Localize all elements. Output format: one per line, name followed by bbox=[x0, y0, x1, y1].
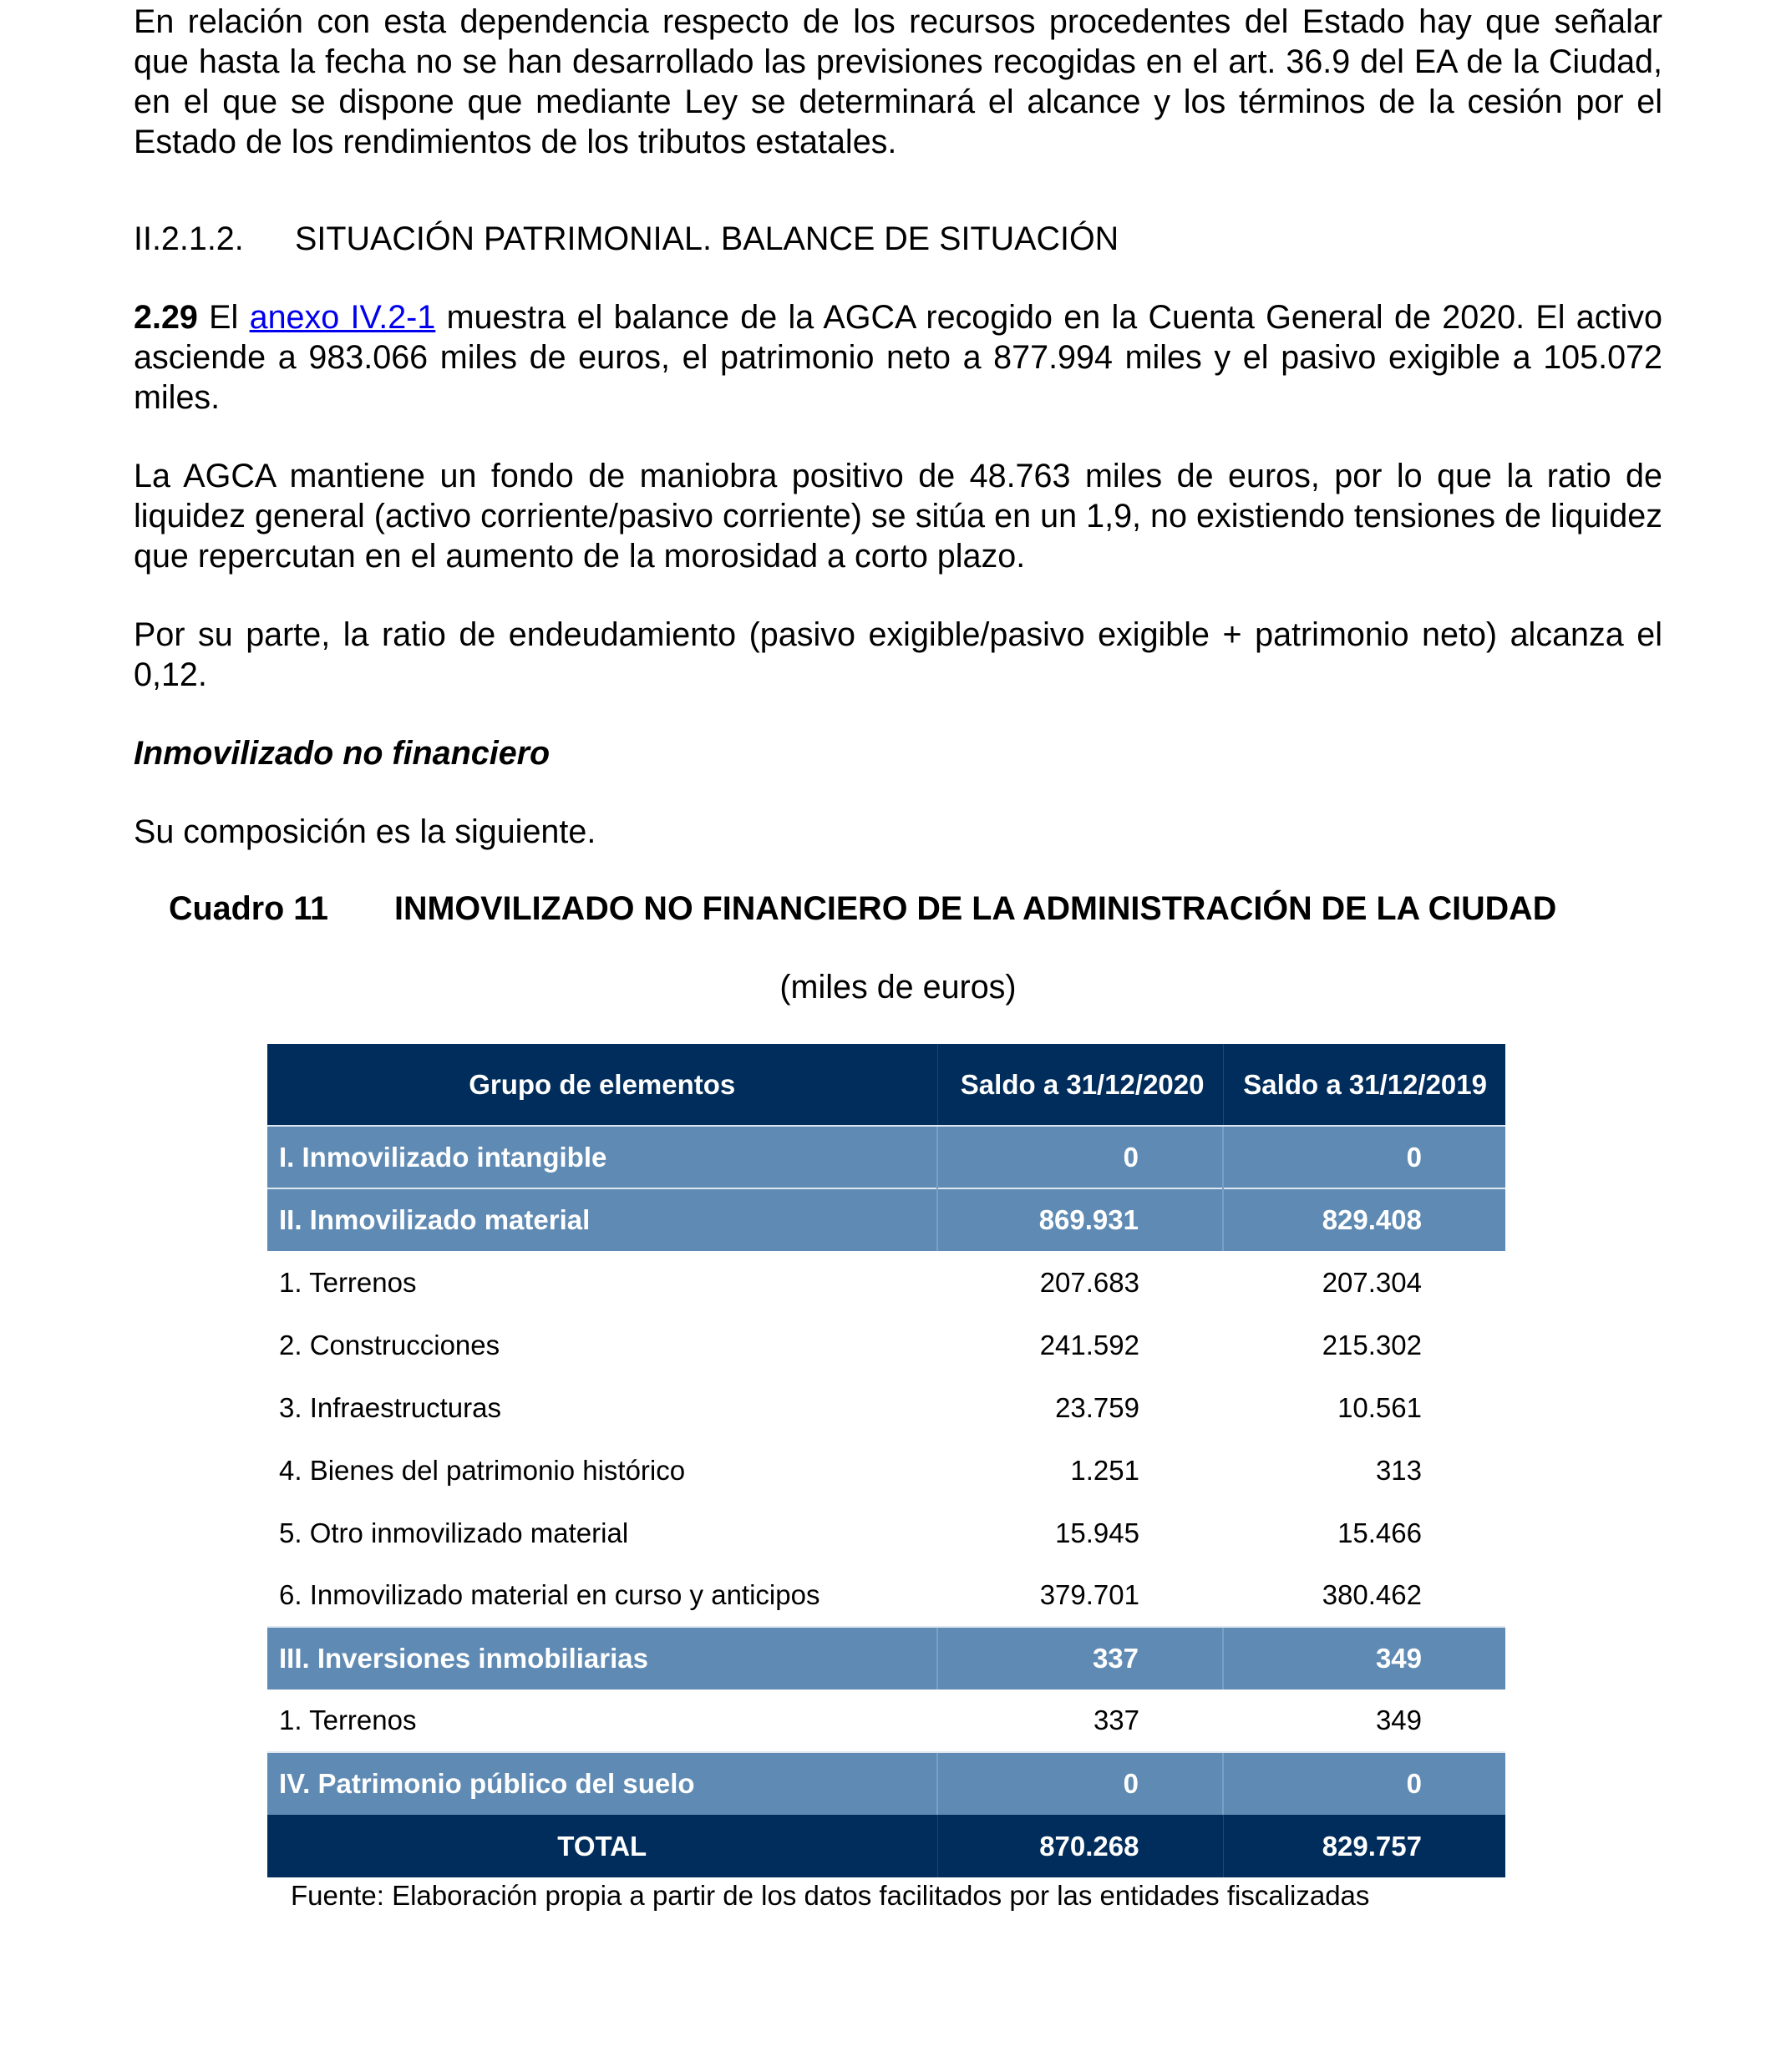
value-2019: 215.302 bbox=[1223, 1314, 1505, 1376]
row-label: III. Inversiones inmobiliarias bbox=[267, 1627, 937, 1690]
value-2020: 23.759 bbox=[937, 1376, 1223, 1439]
table-row bbox=[267, 1314, 1505, 1376]
table-row bbox=[267, 1502, 1505, 1564]
table-total-row bbox=[267, 1815, 1505, 1877]
fixed-assets-table bbox=[267, 1044, 1505, 1877]
subheading: Inmovilizado no financiero bbox=[134, 735, 551, 772]
table-row bbox=[267, 1690, 1505, 1752]
value-2019: 0 bbox=[1223, 1126, 1505, 1188]
value-2020: 207.683 bbox=[937, 1251, 1223, 1314]
paragraph-composition: Su composición es la siguiente. bbox=[134, 813, 596, 850]
value-2020: 241.592 bbox=[937, 1314, 1223, 1376]
row-label: 2. Construcciones bbox=[267, 1314, 937, 1376]
value-2019: 349 bbox=[1223, 1690, 1505, 1752]
paragraph-state-resources: En relación con esta dependencia respecto de los recursos procedentes del Estado hay que señalar que hasta la fecha no se han desarrollado las previsiones recogidas en el art. 36.9 del EA de la Ciudad, en el que se dispone que mediante Ley se determinará el alcance y los términos de la cesión por el Estado de los rendimientos de los tributos estatales. bbox=[134, 3, 1662, 160]
table-header-row bbox=[267, 1044, 1505, 1126]
column-header-2020: Saldo a 31/12/2020 bbox=[937, 1044, 1223, 1126]
table-row bbox=[267, 1752, 1505, 1815]
table-caption bbox=[169, 889, 1556, 929]
value-2019: 15.466 bbox=[1223, 1502, 1505, 1564]
column-header-group: Grupo de elementos bbox=[267, 1044, 937, 1126]
value-2019: 349 bbox=[1223, 1627, 1505, 1690]
value-2020: 337 bbox=[937, 1690, 1223, 1752]
table-number: Cuadro 11 bbox=[169, 890, 328, 927]
table-source-note: Fuente: Elaboración propia a partir de los datos facilitados por las entidades fiscalizadas bbox=[291, 1880, 1370, 1911]
row-label: 1. Terrenos bbox=[267, 1251, 937, 1314]
total-2020: 870.268 bbox=[937, 1815, 1223, 1877]
value-2019: 380.462 bbox=[1223, 1564, 1505, 1627]
table-row bbox=[267, 1627, 1505, 1690]
paragraph-debt-ratio: Por su parte, la ratio de endeudamiento (pasivo exigible/pasivo exigible + patrimonio neto) alcanza el 0,12. bbox=[134, 616, 1662, 693]
row-label: 3. Infraestructuras bbox=[267, 1376, 937, 1439]
row-label: 5. Otro inmovilizado material bbox=[267, 1502, 937, 1564]
section-heading bbox=[134, 219, 1119, 259]
table-title: INMOVILIZADO NO FINANCIERO DE LA ADMINISTRACIÓN DE LA CIUDAD bbox=[394, 890, 1557, 927]
table-units: (miles de euros) bbox=[779, 969, 1017, 1006]
value-2019: 0 bbox=[1223, 1752, 1505, 1815]
table-row bbox=[267, 1439, 1505, 1502]
row-label: 6. Inmovilizado material en curso y anticipos bbox=[267, 1564, 937, 1627]
table-row bbox=[267, 1376, 1505, 1439]
value-2019: 313 bbox=[1223, 1439, 1505, 1502]
table-row bbox=[267, 1126, 1505, 1188]
annex-link[interactable]: anexo IV.2-1 bbox=[249, 299, 436, 336]
value-2019: 10.561 bbox=[1223, 1376, 1505, 1439]
value-2020: 379.701 bbox=[937, 1564, 1223, 1627]
value-2019: 829.408 bbox=[1223, 1188, 1505, 1251]
table-row bbox=[267, 1251, 1505, 1314]
value-2019: 207.304 bbox=[1223, 1251, 1505, 1314]
table-row bbox=[267, 1188, 1505, 1251]
row-label: IV. Patrimonio público del suelo bbox=[267, 1752, 937, 1815]
row-label: II. Inmovilizado material bbox=[267, 1188, 937, 1251]
value-2020: 15.945 bbox=[937, 1502, 1223, 1564]
value-2020: 869.931 bbox=[937, 1188, 1223, 1251]
value-2020: 0 bbox=[937, 1126, 1223, 1188]
paragraph-working-capital: La AGCA mantiene un fondo de maniobra positivo de 48.763 miles de euros, por lo que la ratio de liquidez general (activo corriente/pasivo corriente) se sitúa en un 1,9, no existiendo tensiones de liquidez que repercutan en el aumento de la morosidad a corto plazo. bbox=[134, 458, 1662, 575]
value-2020: 0 bbox=[937, 1752, 1223, 1815]
section-title: SITUACIÓN PATRIMONIAL. BALANCE DE SITUACIÓN bbox=[295, 220, 1119, 257]
paragraph-2-29 bbox=[134, 297, 1662, 418]
value-2020: 337 bbox=[937, 1627, 1223, 1690]
total-2019: 829.757 bbox=[1223, 1815, 1505, 1877]
table-row bbox=[267, 1564, 1505, 1627]
row-label: 4. Bienes del patrimonio histórico bbox=[267, 1439, 937, 1502]
value-2020: 1.251 bbox=[937, 1439, 1223, 1502]
paragraph-text: muestra el balance de la AGCA recogido en la Cuenta General de 2020. El activo asciende a 983.066 miles de euros, el patrimonio neto a 877.994 miles y el pasivo exigible a 105.072 miles. bbox=[134, 299, 1662, 416]
row-label: 1. Terrenos bbox=[267, 1690, 937, 1752]
section-number: II.2.1.2. bbox=[134, 220, 244, 257]
column-header-2019: Saldo a 31/12/2019 bbox=[1223, 1044, 1505, 1126]
paragraph-text: El bbox=[197, 299, 250, 336]
row-label: I. Inmovilizado intangible bbox=[267, 1126, 937, 1188]
total-label: TOTAL bbox=[267, 1815, 937, 1877]
paragraph-number: 2.29 bbox=[134, 299, 198, 336]
